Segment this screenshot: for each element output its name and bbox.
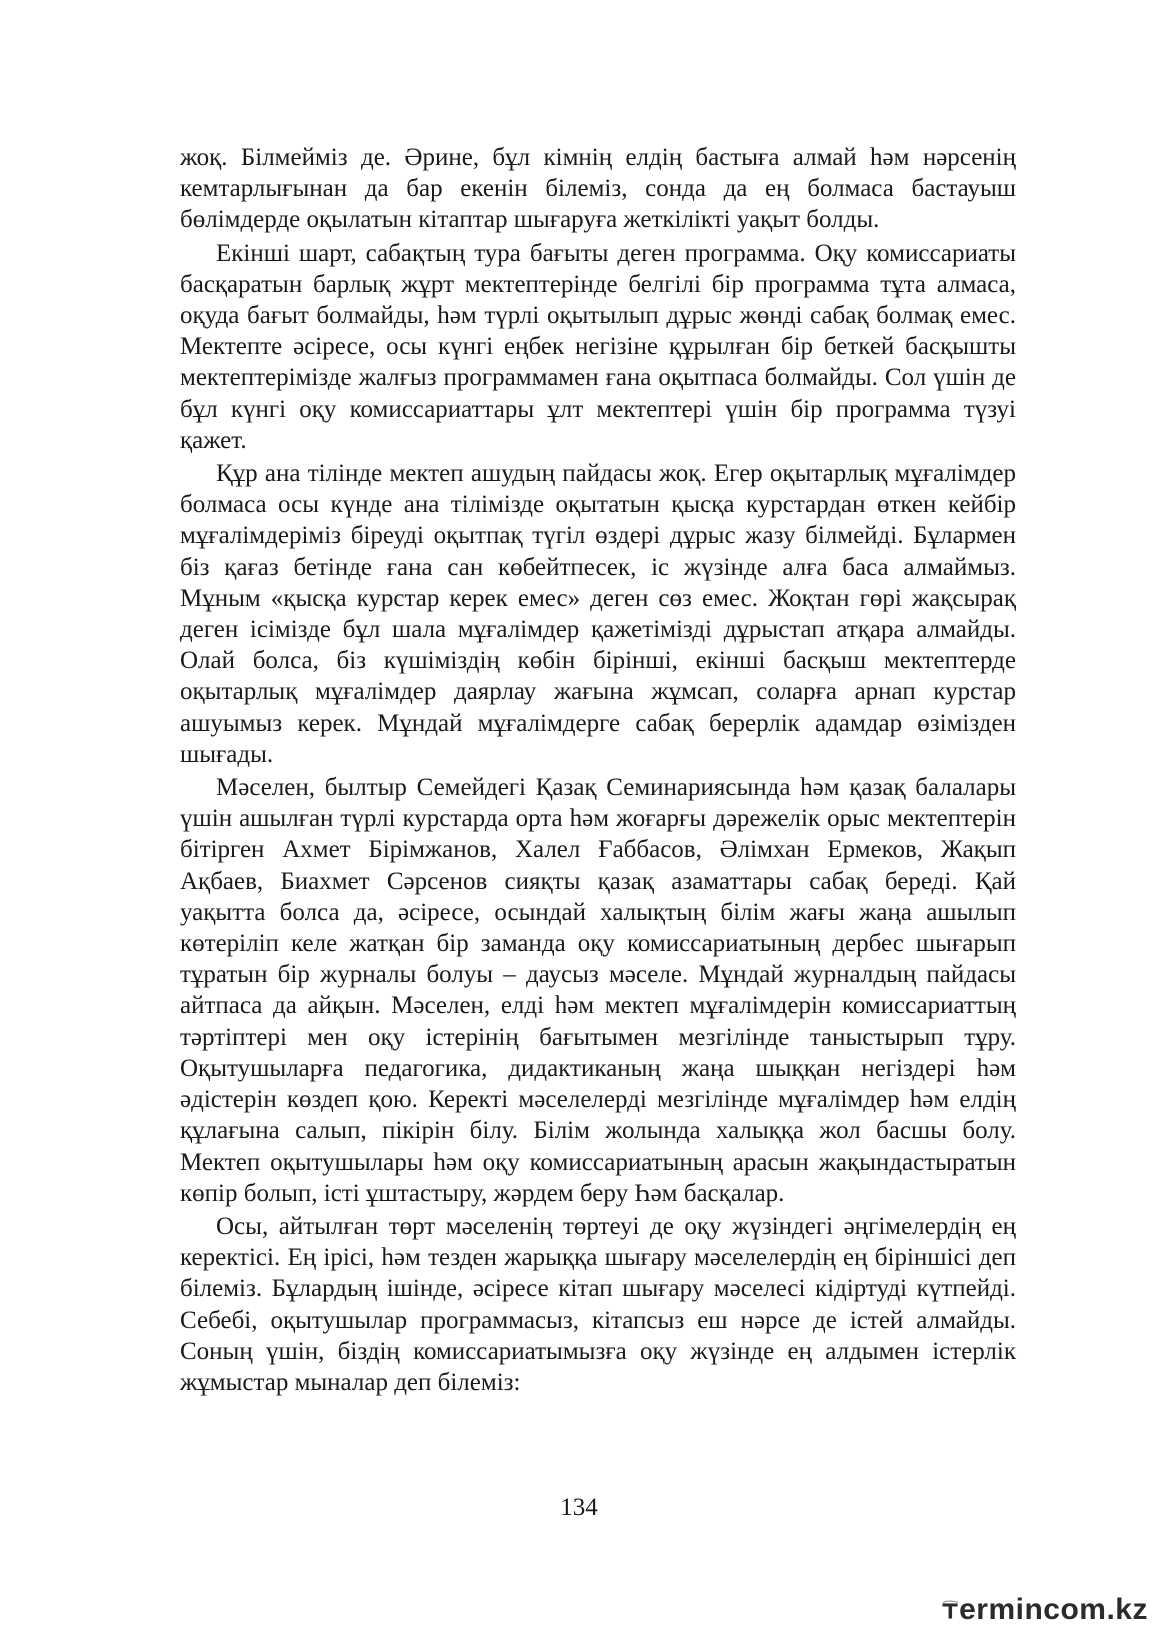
paragraph-example-semey: Мәселен, былтыр Семейдегі Қазақ Семинариясында һәм қазақ балалары үшін ашылған түрлі курстарда орта һәм жоғарғы дәрежелік орыс мектептерін бітірген Ахмет Бірімжанов, Халел Ғаббасов, Әлімхан Ермеков, Жақып Ақбаев, Биахмет Сәрсенов сияқты қазақ азаматтары сабақ береді. Қай уақытта болса да, әсіресе, осындай халықтың білім жағы жаңа ашылып көтеріліп келе жатқан бір заманда оқу комиссариатының дербес шығарып тұратын бір журналы болуы – даусыз мәселе. Мұндай журналдың пайдасы айтпаса да айқын. Мәселен, елді һәм мектеп мұғалімдерін комиссариаттың тәртіптері мен оқу істерінің бағытымен мезгілінде таныстырып тұру. Оқытушыларға педагогика, дидактиканың жаңа шыққан негіздері һәм әдістерін көздеп қою. Керекті мәселелерді мезгілінде мұғалімдер һәм елдің құлағына салып, пікірін білу. Білім жолында халыққа жол басшы болу. Мектеп оқытушылары һәм оқу комиссариатының арасын жақындастыратын көпір болып, істі ұштастыру, жәрдем беру Һәм басқалар. — [180, 774, 1016, 1207]
paragraph-native-language: Құр ана тілінде мектеп ашудың пайдасы жоқ. Егер оқытарлық мұғалімдер болмаса осы күнде ана тілімізде оқытатын қысқа курстардан өткен кейбір мұғалімдеріміз біреуді оқытпақ түгіл өздері дұрыс жазу білмейді. Бұлармен біз қағаз бетінде ғана сан көбейтпесек, іс жүзінде алға баса алмаймыз. Мұным «қысқа курстар керек емес» деген сөз емес. Жоқтан гөрі жақсырақ деген ісімізде бұл шала мұғалімдер қажетімізді дұрыстап атқара алмайды. Олай болса, біз күшіміздің көбін бірінші, екінші басқыш мектептерде оқытарлық мұғалімдер даярлау жағына жұмсап, соларға арнап курстар ашуымыз керек. Мұндай мұғалімдерге сабақ берерлік адамдар өзімізден шығады. — [180, 460, 1016, 768]
termincom-logo-icon — [942, 1591, 959, 1629]
paragraph-four-issues: Осы, айтылған төрт мәселенің төртеуі де оқу жүзіндегі әңгімелердің ең керектісі. Ең ірісі, һәм тезден жарыққа шығару мәселелердің ең біріншісі деп білеміз. Бұлардың ішінде, әсіресе кітап шығару мәселесі кідіртуді күтпейді. Себебі, оқытушылар программасыз, кітапсыз еш нәрсе де істей алмайды. Соның үшін, біздің комиссариатымызға оқу жүзінде ең алдымен істерлік жұмыстар мыналар деп білеміз: — [180, 1212, 1016, 1396]
termincom-watermark[interactable] — [942, 1590, 1148, 1630]
page-body-text — [180, 142, 1016, 1400]
paragraph-continuation: жоқ. Білмейміз де. Әрине, бұл кімнің елдің бастыға алмай һәм нәрсенің кемтарлығынан да бар екенін білеміз, сонда да ең болмаса бастауыш бөлімдерде оқылатын кітаптар шығаруға жеткілікті уақыт болды. — [180, 144, 1016, 234]
paragraph-second-condition: Екінші шарт, сабақтың тура бағыты деген программа. Оқу комиссариаты басқаратын барлық жұрт мектептерінде белгілі бір программа тұта алмаса, оқуда бағыт болмайды, һәм түрлі оқытылып дұрыс жөнді сабақ болмақ емес. Мектепте әсіресе, осы күнгі еңбек негізіне құрылған бір беткей басқышты мектептерімізде жалғыз программамен ғана оқытпаса болмайды. Сол үшін де бұл күнгі оқу комиссариаттары ұлт мектептері үшін бір программа түзуі қажет. — [180, 239, 1016, 454]
page-number: 134 — [560, 1494, 598, 1521]
watermark-text: ermincom.kz — [959, 1593, 1148, 1626]
